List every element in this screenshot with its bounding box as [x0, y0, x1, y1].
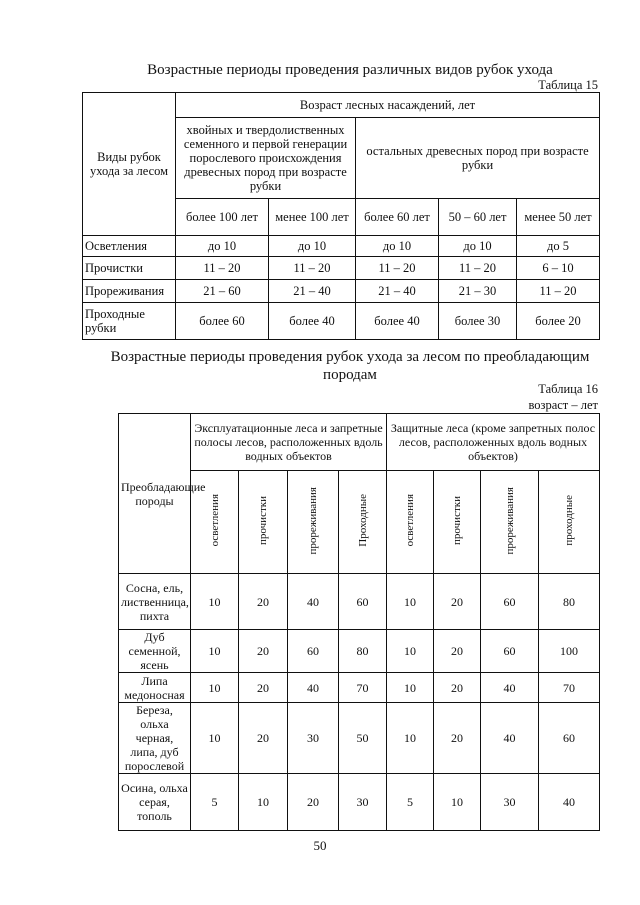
table-row [83, 236, 600, 257]
cell: 40 [288, 574, 339, 630]
cell: 20 [239, 673, 288, 703]
row-name: Прореживания [83, 280, 176, 303]
cell: до 10 [269, 236, 356, 257]
column-label: прореживания [307, 486, 319, 555]
column-header: менее 100 лет [269, 199, 356, 236]
cell: 30 [288, 703, 339, 774]
page-number: 50 [313, 838, 327, 853]
cell: 60 [539, 703, 600, 774]
cell: 10 [387, 703, 434, 774]
cell: более 20 [517, 303, 600, 340]
cell: 60 [288, 630, 339, 673]
column-header [339, 471, 387, 574]
row-name: Проходные рубки [83, 303, 176, 340]
group-header: Эксплуатационные леса и запретные полосы лесов, расположенных вдоль водных объектов [191, 414, 387, 471]
table16-title: Возрастные периоды проведения рубок ухода за лесом по преобладающим породам [110, 349, 590, 383]
column-header [387, 471, 434, 574]
column-label: проходные [563, 495, 576, 546]
cell: 10 [387, 630, 434, 673]
cell: 20 [288, 774, 339, 831]
cell: 5 [191, 774, 239, 831]
row-header: Преобладающие породы [119, 414, 191, 574]
cell: 10 [191, 673, 239, 703]
table-row [119, 574, 600, 630]
cell: 10 [191, 574, 239, 630]
row-name: Прочистки [83, 257, 176, 280]
cell: 100 [539, 630, 600, 673]
column-header: менее 50 лет [517, 199, 600, 236]
cell: 11 – 20 [439, 257, 517, 280]
table16-unit: возраст – лет [528, 398, 598, 412]
column-header [481, 471, 539, 574]
column-header: более 60 лет [356, 199, 439, 236]
table16-label: Таблица 16 [538, 382, 598, 396]
column-header: более 100 лет [176, 199, 269, 236]
cell: 70 [339, 673, 387, 703]
cell: 20 [434, 673, 481, 703]
column-header [239, 471, 288, 574]
cell: 11 – 20 [269, 257, 356, 280]
table-row [119, 703, 600, 774]
cell: 20 [239, 703, 288, 774]
cell: 20 [239, 630, 288, 673]
cell: 60 [339, 574, 387, 630]
cell: 10 [191, 630, 239, 673]
row-name: Осина, ольха серая, тополь [119, 774, 191, 831]
row-name: Дуб семенной, ясень [119, 630, 191, 673]
row-name: Сосна, ель, лиственница, пихта [119, 574, 191, 630]
table15-title: Возрастные периоды проведения различных видов рубок ухода [147, 62, 553, 78]
table-row [119, 673, 600, 703]
cell: 80 [539, 574, 600, 630]
table-row [83, 303, 600, 340]
column-label: осветления [404, 494, 417, 547]
cell: более 60 [176, 303, 269, 340]
column-label: осветления [208, 494, 221, 547]
cell: 10 [239, 774, 288, 831]
cell: до 5 [517, 236, 600, 257]
row-name: Береза, ольха черная, липа, дуб порослевой [119, 703, 191, 774]
cell: 21 – 30 [439, 280, 517, 303]
table-15 [82, 92, 600, 340]
column-label: прочистки [257, 496, 269, 545]
cell: 40 [481, 673, 539, 703]
cell: 30 [481, 774, 539, 831]
row-name: Осветления [83, 236, 176, 257]
cell: 20 [434, 703, 481, 774]
table15-label: Таблица 15 [538, 78, 598, 92]
cell: 40 [288, 673, 339, 703]
cell: 21 – 60 [176, 280, 269, 303]
cell: 11 – 20 [356, 257, 439, 280]
table-row [119, 630, 600, 673]
cell: 11 – 20 [176, 257, 269, 280]
cell: 20 [434, 630, 481, 673]
cell: 60 [481, 630, 539, 673]
cell: 10 [191, 703, 239, 774]
cell: 11 – 20 [517, 280, 600, 303]
cell: 70 [539, 673, 600, 703]
column-label: Проходные [356, 494, 369, 547]
cell: 21 – 40 [356, 280, 439, 303]
cell: 20 [239, 574, 288, 630]
row-header: Виды рубок ухода за лесом [83, 93, 176, 236]
cell: 40 [539, 774, 600, 831]
cell: более 40 [356, 303, 439, 340]
cell: 80 [339, 630, 387, 673]
table-row [83, 280, 600, 303]
cell: до 10 [176, 236, 269, 257]
cell: 60 [481, 574, 539, 630]
row-name: Липа медоносная [119, 673, 191, 703]
column-label: прочистки [451, 496, 464, 545]
table-16 [118, 413, 600, 831]
subgroup-header: остальных древесных пород при возрасте рубки [356, 118, 600, 199]
cell: 10 [387, 574, 434, 630]
subgroup-header: хвойных и твердолиственных семенного и первой генерации порослевого происхождения древесных пород при возрасте рубки [176, 118, 356, 199]
cell: 6 – 10 [517, 257, 600, 280]
column-header [434, 471, 481, 574]
cell: более 40 [269, 303, 356, 340]
cell: 10 [434, 774, 481, 831]
column-header [539, 471, 600, 574]
table-row [83, 257, 600, 280]
cell: 5 [387, 774, 434, 831]
cell: более 30 [439, 303, 517, 340]
group-header: Возраст лесных насаждений, лет [176, 93, 600, 118]
cell: 10 [387, 673, 434, 703]
cell: 20 [434, 574, 481, 630]
column-label: прореживания [503, 486, 516, 555]
group-header: Защитные леса (кроме запретных полос лесов, расположенных вдоль водных объектов) [387, 414, 600, 471]
cell: 50 [339, 703, 387, 774]
cell: до 10 [439, 236, 517, 257]
column-header: 50 – 60 лет [439, 199, 517, 236]
cell: 40 [481, 703, 539, 774]
column-header [288, 471, 339, 574]
table-row [119, 774, 600, 831]
cell: до 10 [356, 236, 439, 257]
cell: 21 – 40 [269, 280, 356, 303]
cell: 30 [339, 774, 387, 831]
